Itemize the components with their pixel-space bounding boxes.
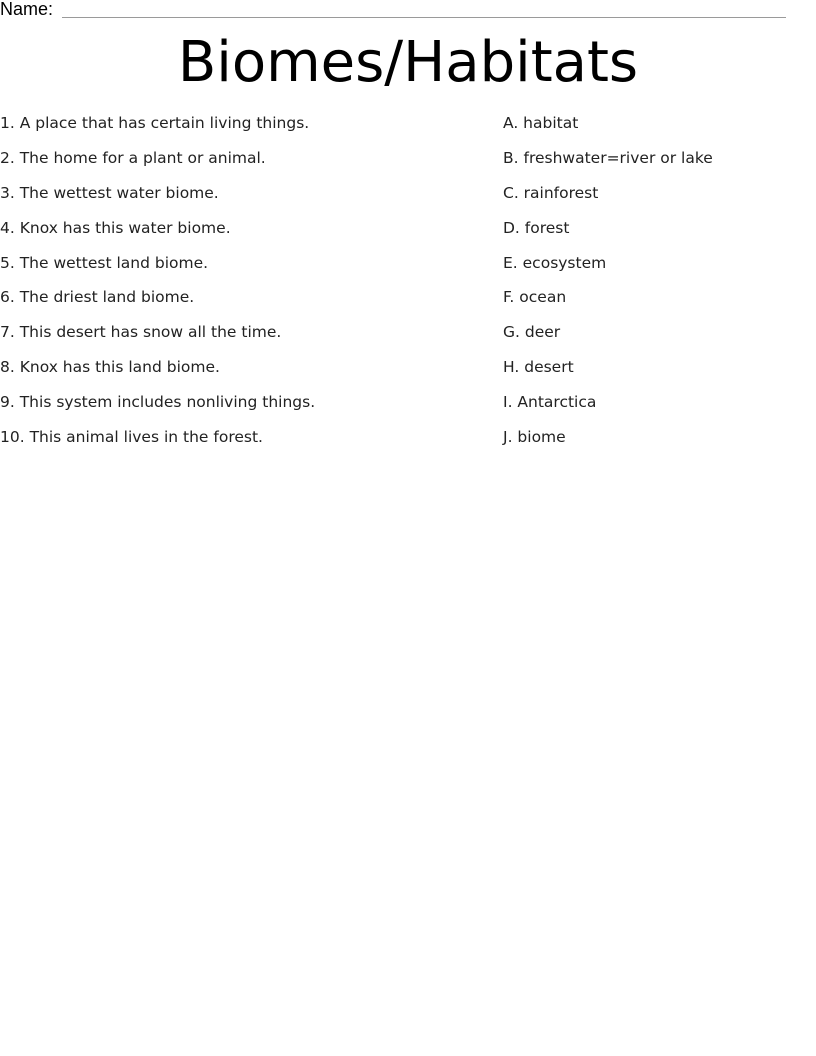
clue-item: 7. This desert has snow all the time. xyxy=(0,323,282,342)
clue-item: 2. The home for a plant or animal. xyxy=(0,148,266,167)
clue-item: 5. The wettest land biome. xyxy=(0,253,209,272)
clue-item: 1. A place that has certain living things. xyxy=(0,114,310,132)
answer-item: H. desert xyxy=(503,358,574,377)
clue-item: 4. Knox has this water biome. xyxy=(0,218,231,237)
answer-item: J. biome xyxy=(503,428,566,447)
answer-item: B. freshwater=river or lake xyxy=(503,148,713,167)
answer-item: E. ecosystem xyxy=(503,253,607,272)
clue-item: 6. The driest land biome. xyxy=(0,288,195,307)
answer-item: G. deer xyxy=(503,323,561,342)
answer-item: I. Antarctica xyxy=(503,393,597,412)
answer-item: F. ocean xyxy=(503,288,567,307)
answer-item: C. rainforest xyxy=(503,183,599,202)
clue-item: 10. This animal lives in the forest. xyxy=(0,428,263,447)
clue-item: 9. This system includes nonliving things. xyxy=(0,393,316,412)
page-title: Biomes/Habitats xyxy=(177,30,639,95)
clue-item: 8. Knox has this land biome. xyxy=(0,358,220,377)
answer-item: D. forest xyxy=(503,218,570,237)
answer-item: A. habitat xyxy=(503,114,579,132)
name-label: Name: xyxy=(0,0,54,19)
name-row xyxy=(0,0,816,22)
clue-item: 3. The wettest water biome. xyxy=(0,183,219,202)
clue-list xyxy=(0,113,315,462)
name-input-line[interactable] xyxy=(62,17,786,18)
answer-list xyxy=(503,113,713,462)
